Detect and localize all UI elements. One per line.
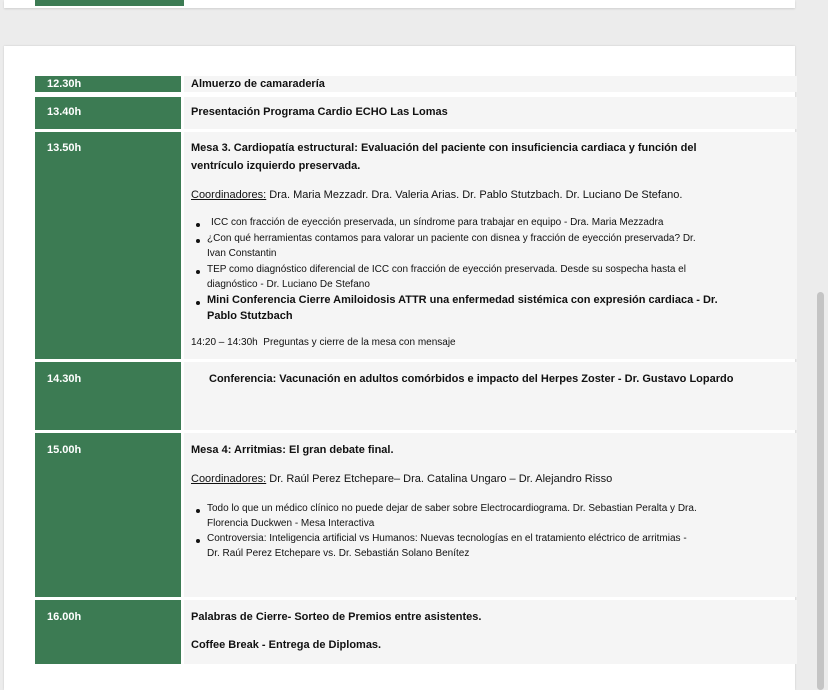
bullet-dot xyxy=(196,301,200,305)
talk-item-1-line-1: Todo lo que un médico clínico no puede dejar de saber sobre Electrocardiograma. Dr. Sebastian Peralta y Dra. xyxy=(207,503,697,514)
session-cell xyxy=(184,600,797,664)
session-title-line-1: Mesa 3. Cardiopatía estructural: Evaluación del paciente con insuficiencia cardiaca y función del xyxy=(191,142,697,154)
coordinators xyxy=(191,189,682,201)
session-subtitle: Coffee Break - Entrega de Diplomas. xyxy=(191,639,382,651)
time-cell xyxy=(35,600,181,664)
time-cell xyxy=(35,362,181,430)
agenda-row-1430 xyxy=(35,362,797,430)
session-title: Palabras de Cierre- Sorteo de Premios entre asistentes. xyxy=(191,611,482,623)
agenda-card xyxy=(4,46,795,690)
agenda-row-1600 xyxy=(35,600,797,664)
talk-item-4-line-2: Pablo Stutzbach xyxy=(207,310,293,322)
agenda-row-1340 xyxy=(35,97,797,129)
session-cell xyxy=(184,97,797,129)
bullet-dot xyxy=(196,239,200,243)
coordinators-label: Coordinadores: xyxy=(191,189,267,201)
time-label: 13.50h xyxy=(47,142,82,154)
coordinators-names: Dr. Raúl Perez Etchepare– Dra. Catalina Ungaro – Dr. Alejandro Risso xyxy=(266,473,613,485)
session-cell xyxy=(184,76,797,92)
coordinators-label: Coordinadores: xyxy=(191,473,267,485)
closing-text: Preguntas y cierre de la mesa con mensaje xyxy=(263,337,456,348)
scrollbar-thumb[interactable] xyxy=(817,292,824,690)
coordinators-names: Dra. Maria Mezzadr. Dra. Valeria Arias. Dr. Pablo Stutzbach. Dr. Luciano De Stefano. xyxy=(266,189,683,201)
talk-item-1: ICC con fracción de eyección preservada, un síndrome para trabajar en equipo - Dra. Maria Mezzadra xyxy=(211,217,664,228)
talk-item-2-line-1: Controversia: Inteligencia artificial vs Humanos: Nuevas tecnologías en el tratamiento eléctrico de arritmias - xyxy=(207,533,687,544)
time-label: 14.30h xyxy=(47,373,82,385)
closing-time: 14:20 – 14:30h xyxy=(191,337,258,348)
talk-item-3-line-1: TEP como diagnóstico diferencial de ICC con fracción de eyección preservada. Desde su sospecha hasta el xyxy=(207,264,686,275)
time-label: 15.00h xyxy=(47,444,82,456)
session-cell xyxy=(184,132,797,359)
talk-item-2-line-1: ¿Con qué herramientas contamos para valorar un paciente con disnea y fracción de eyección preservada? Dr. xyxy=(207,233,696,244)
talk-item-1-line-2: Florencia Duckwen - Mesa Interactiva xyxy=(207,518,375,529)
time-cell xyxy=(35,76,181,92)
session-cell xyxy=(184,362,797,430)
bullet-dot xyxy=(196,509,200,513)
time-cell xyxy=(35,97,181,129)
time-label: 13.40h xyxy=(47,106,82,118)
previous-card xyxy=(4,0,795,8)
session-title: Presentación Programa Cardio ECHO Las Lomas xyxy=(191,106,448,118)
talk-item-3-line-2: diagnóstico - Dr. Luciano De Stefano xyxy=(207,279,370,290)
talk-item-2-line-2: Ivan Constantin xyxy=(207,248,277,259)
bullet-dot xyxy=(196,223,200,227)
session-cell xyxy=(184,433,797,597)
agenda-row-1350 xyxy=(35,132,797,359)
talk-item-2-line-2: Dr. Raúl Perez Etchepare vs. Dr. Sebastián Solano Benítez xyxy=(207,548,470,559)
time-label: 16.00h xyxy=(47,611,82,623)
session-title: Mesa 4: Arritmias: El gran debate final. xyxy=(191,444,394,456)
talk-item-4-line-1: Mini Conferencia Cierre Amiloidosis ATTR una enfermedad sistémica con expresión cardiaca - Dr. xyxy=(207,294,718,306)
agenda-row-1500 xyxy=(35,433,797,597)
agenda-row-1230 xyxy=(35,76,797,92)
session-title-line-2: ventrículo izquierdo preservada. xyxy=(191,160,361,172)
bullet-dot xyxy=(196,539,200,543)
time-cell xyxy=(35,433,181,597)
previous-time-cell xyxy=(35,0,184,6)
time-label: 12.30h xyxy=(47,78,82,90)
session-title: Conferencia: Vacunación en adultos comórbidos e impacto del Herpes Zoster - Dr. Gustavo Lopardo xyxy=(209,373,734,385)
coordinators xyxy=(191,473,612,485)
bullet-dot xyxy=(196,270,200,274)
session-title: Almuerzo de camaradería xyxy=(191,78,325,90)
time-cell xyxy=(35,132,181,359)
closing-line xyxy=(191,336,456,350)
